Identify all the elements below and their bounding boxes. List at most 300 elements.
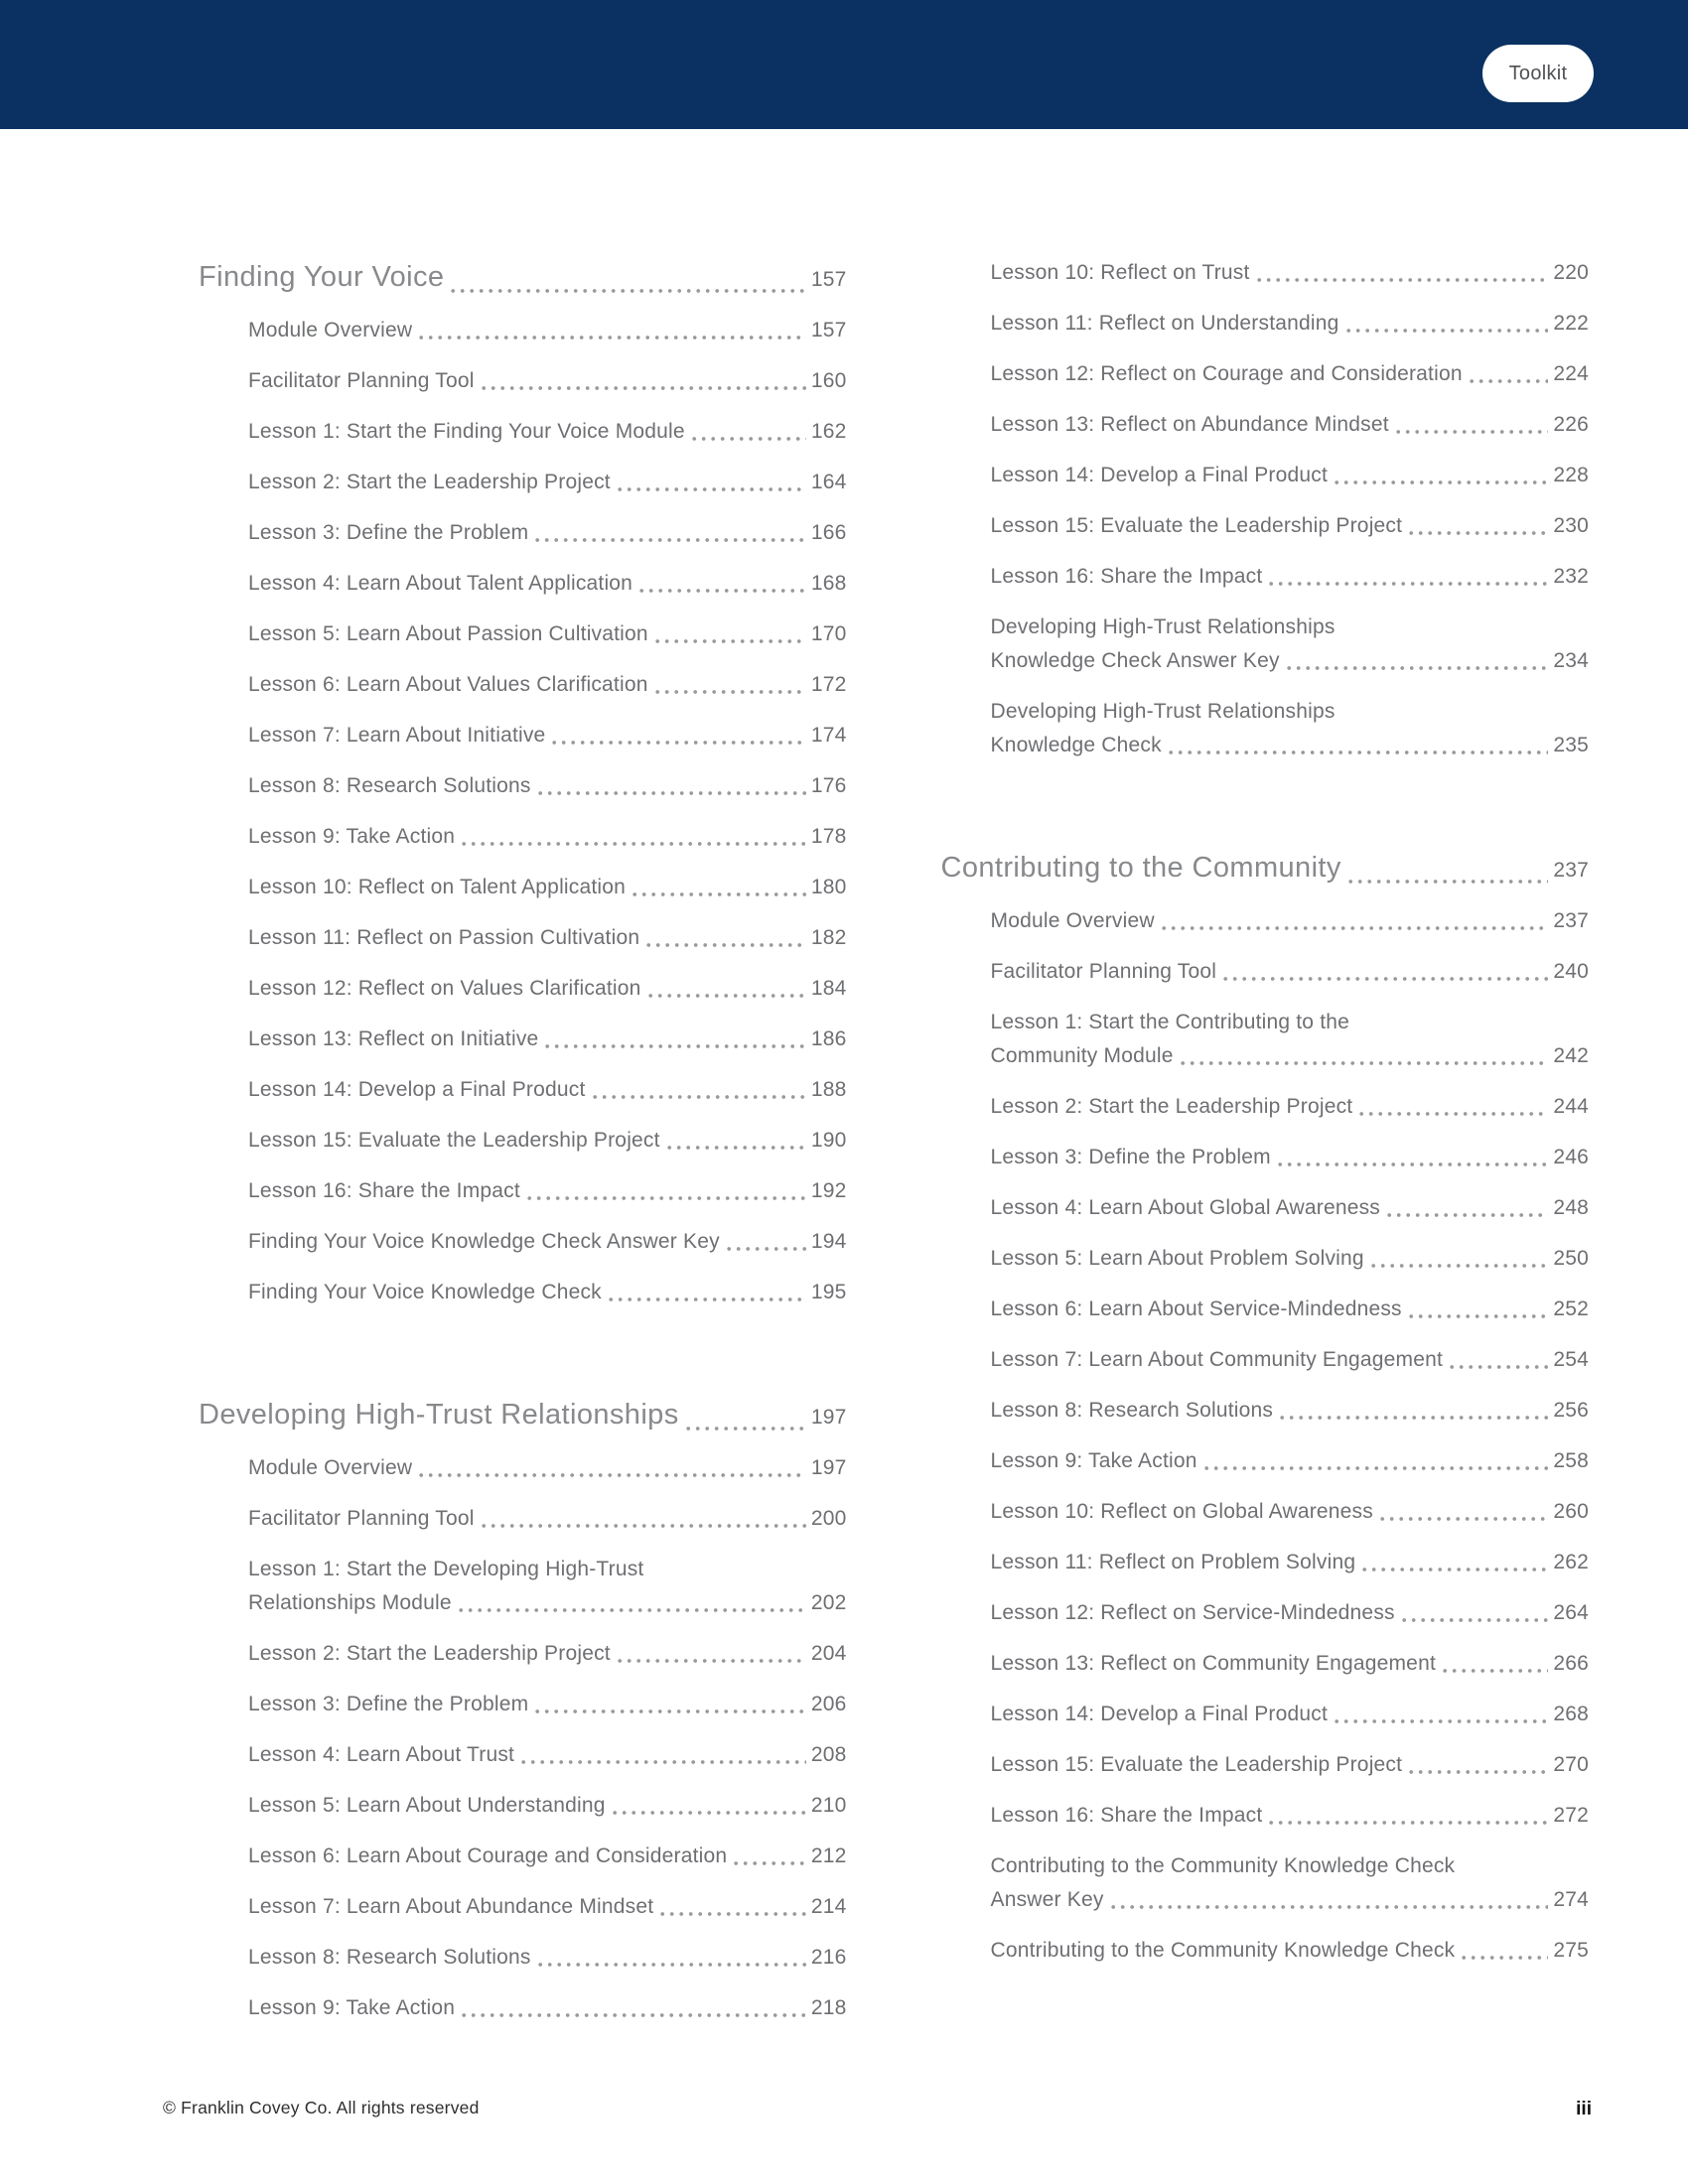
toc-entry[interactable] <box>991 1242 1590 1276</box>
toc-entry[interactable] <box>991 695 1590 762</box>
toc-entry[interactable] <box>991 1799 1590 1833</box>
toc-page-number: 260 <box>1553 1500 1589 1523</box>
dot-leader <box>646 940 806 950</box>
toc-entry[interactable] <box>248 1073 847 1107</box>
footer-copyright: © Franklin Covey Co. All rights reserved <box>163 2098 480 2117</box>
toc-page-number: 230 <box>1553 514 1589 537</box>
toc-entry[interactable] <box>248 871 847 904</box>
toc-entry-row <box>248 1225 847 1259</box>
toc-entry[interactable] <box>248 972 847 1006</box>
toc-column-left <box>199 256 847 2042</box>
toc-entry-label: Lesson 5: Learn About Problem Solving <box>990 1247 1364 1270</box>
toc-page-number: 244 <box>1553 1095 1589 1118</box>
toc-entry-row <box>991 904 1590 938</box>
toc-entry[interactable] <box>991 459 1590 492</box>
toc-section-heading[interactable] <box>199 1394 847 1438</box>
toc-entry-label: Lesson 5: Learn About Passion Cultivation <box>248 622 648 645</box>
toc-entry-row <box>248 1637 847 1671</box>
toc-entry-label: Contributing to the Community Knowledge Check <box>990 1939 1456 1962</box>
toc-entry-label: Lesson 16: Share the Impact <box>248 1179 520 1202</box>
toc-entry[interactable] <box>248 415 847 449</box>
table-of-contents <box>199 256 1589 2042</box>
toc-entry[interactable] <box>991 1647 1590 1681</box>
toc-entry-label: Facilitator Planning Tool <box>248 1507 475 1530</box>
toc-page-number: 190 <box>810 1129 847 1152</box>
toc-entry-row <box>991 1293 1590 1326</box>
toc-entry-row <box>248 1276 847 1309</box>
toc-entry-row <box>991 1934 1590 1968</box>
toc-entry[interactable] <box>248 364 847 398</box>
toc-entry[interactable] <box>991 1343 1590 1377</box>
toc-entry-label-line: Contributing to the Community Knowledge Check <box>990 1854 1456 1877</box>
dot-leader <box>535 1706 806 1716</box>
toc-entry[interactable] <box>248 1451 847 1485</box>
toc-entry[interactable] <box>991 611 1590 678</box>
toc-page-number: 256 <box>1553 1399 1589 1422</box>
toc-entry-label: Lesson 13: Reflect on Abundance Mindset <box>990 413 1389 436</box>
toc-entry[interactable] <box>991 1495 1590 1529</box>
toc-entry[interactable] <box>248 1553 847 1620</box>
toc-entry-row <box>941 847 1590 891</box>
toc-entry[interactable] <box>991 1394 1590 1428</box>
toc-page-number: 164 <box>810 471 847 493</box>
toc-page-number: 208 <box>810 1743 847 1766</box>
toc-entry-row <box>991 560 1590 594</box>
toc-entry-label: Module Overview <box>248 1456 413 1479</box>
toc-entry-row <box>991 1343 1590 1377</box>
toc-page-number: 226 <box>1553 413 1589 436</box>
toc-section-heading[interactable] <box>199 256 847 301</box>
toc-page-number: 162 <box>810 420 847 443</box>
toc-entry-label: Lesson 9: Take Action <box>248 1996 456 2019</box>
toc-page-number: 202 <box>810 1591 847 1614</box>
toc-entry[interactable] <box>991 904 1590 938</box>
dot-leader <box>1181 1058 1549 1068</box>
toc-entry-label: Lesson 11: Reflect on Passion Cultivation <box>248 926 640 949</box>
toc-entry-label: Lesson 6: Learn About Service-Mindedness <box>990 1297 1402 1320</box>
dot-leader <box>462 2010 806 2020</box>
toc-entry-label: Lesson 7: Learn About Abundance Mindset <box>248 1895 654 1918</box>
dot-leader <box>618 484 806 494</box>
toc-entry-row <box>248 1941 847 1975</box>
toc-entry-row <box>991 1394 1590 1428</box>
dot-leader <box>660 1909 806 1919</box>
toc-entry[interactable] <box>991 1191 1590 1225</box>
toc-entry[interactable] <box>991 1444 1590 1478</box>
toc-entry-row <box>248 1991 847 2025</box>
dot-leader <box>593 1092 806 1102</box>
toc-page-number: 224 <box>1553 362 1589 385</box>
toc-entry[interactable] <box>248 1890 847 1924</box>
toc-entry-row <box>248 719 847 752</box>
toc-page-number: 252 <box>1553 1297 1589 1320</box>
toc-entry-row <box>248 466 847 499</box>
dot-leader <box>419 333 806 342</box>
toc-entry-row <box>248 921 847 955</box>
toc-page-number: 242 <box>1553 1044 1589 1067</box>
toc-section-heading[interactable] <box>941 847 1590 891</box>
toc-entry[interactable] <box>248 1991 847 2025</box>
toc-entry-label: Lesson 2: Start the Leadership Project <box>248 471 611 493</box>
toc-entry-label: Lesson 2: Start the Leadership Project <box>990 1095 1353 1118</box>
toc-page-number: 168 <box>810 572 847 595</box>
toc-entry-label: Lesson 7: Learn About Community Engagement <box>990 1348 1444 1371</box>
toc-entry-label: Lesson 2: Start the Leadership Project <box>248 1642 611 1665</box>
toc-page-number: 186 <box>810 1027 847 1050</box>
toc-entry-row <box>991 1546 1590 1579</box>
toc-entry[interactable] <box>991 955 1590 989</box>
dot-leader <box>1111 1902 1549 1912</box>
toc-entry-row <box>248 1451 847 1485</box>
dot-leader <box>1387 1210 1548 1220</box>
dot-leader <box>1396 427 1549 437</box>
dot-leader <box>613 1808 806 1818</box>
dot-leader <box>482 383 806 393</box>
dot-leader <box>1162 923 1549 933</box>
dot-leader <box>1409 1767 1548 1777</box>
dot-leader <box>692 434 806 444</box>
toc-entry-label: Lesson 9: Take Action <box>990 1449 1197 1472</box>
dot-leader <box>639 586 806 596</box>
toc-column-right <box>941 256 1590 2042</box>
toc-entry-label: Lesson 16: Share the Impact <box>990 1804 1263 1827</box>
toc-page-number: 204 <box>810 1642 847 1665</box>
toc-page-number: 172 <box>810 673 847 696</box>
toc-entry-row <box>248 415 847 449</box>
toc-entry-label: Knowledge Check Answer Key <box>990 649 1280 672</box>
toc-entry[interactable] <box>991 1934 1590 1968</box>
toc-entry-row <box>248 820 847 854</box>
toc-entry-label: Lesson 5: Learn About Understanding <box>248 1794 606 1817</box>
toc-entry-row <box>199 1394 847 1438</box>
dot-leader <box>462 839 806 849</box>
toc-page-number: 258 <box>1553 1449 1589 1472</box>
dot-leader <box>1278 1160 1549 1169</box>
dot-leader <box>1402 1615 1549 1625</box>
toolkit-tab[interactable]: Toolkit <box>1482 45 1594 102</box>
toc-entry[interactable] <box>248 617 847 651</box>
toc-entry[interactable] <box>248 719 847 752</box>
toc-page-number: 218 <box>810 1996 847 2019</box>
toc-entry-row <box>991 1090 1590 1124</box>
dot-leader <box>1223 974 1548 984</box>
toc-page-number: 160 <box>810 369 847 392</box>
toc-page-number: 197 <box>810 1406 847 1429</box>
toc-entry-row <box>991 729 1590 762</box>
dot-leader <box>1269 579 1548 589</box>
toc-entry[interactable] <box>991 1748 1590 1782</box>
dot-leader <box>482 1521 806 1531</box>
toc-entry-label: Facilitator Planning Tool <box>990 960 1217 983</box>
toc-entry-label: Finding Your Voice Knowledge Check <box>248 1281 602 1303</box>
toc-page-number: 182 <box>810 926 847 949</box>
toc-page-number: 266 <box>1553 1652 1589 1675</box>
toc-entry-label: Lesson 3: Define the Problem <box>248 1693 529 1715</box>
toc-entry-label: Lesson 6: Learn About Values Clarification <box>248 673 648 696</box>
toc-entry-label: Answer Key <box>990 1888 1104 1911</box>
dot-leader <box>1348 877 1549 887</box>
dot-leader <box>734 1858 806 1868</box>
dot-leader <box>1371 1261 1549 1271</box>
toc-entry[interactable] <box>248 1023 847 1056</box>
toc-page-number: 192 <box>810 1179 847 1202</box>
toc-entry[interactable] <box>248 314 847 347</box>
dot-leader <box>1470 376 1549 386</box>
toc-entry-row <box>991 1191 1590 1225</box>
toc-page-number: 250 <box>1553 1247 1589 1270</box>
toc-page-number: 272 <box>1553 1804 1589 1827</box>
toc-entry[interactable] <box>248 769 847 803</box>
toc-entry[interactable] <box>991 1546 1590 1579</box>
toc-entry-row <box>991 1883 1590 1917</box>
toc-entry[interactable] <box>248 921 847 955</box>
toc-entry[interactable] <box>248 1840 847 1873</box>
toc-entry-label: Lesson 4: Learn About Talent Application <box>248 572 633 595</box>
dot-leader <box>545 1041 805 1051</box>
toc-page-number: 268 <box>1553 1703 1589 1725</box>
toc-page-number: 170 <box>810 622 847 645</box>
toc-entry[interactable] <box>248 1941 847 1975</box>
toc-section-title: Finding Your Voice <box>199 261 445 293</box>
dot-leader <box>1335 478 1548 487</box>
dot-leader <box>648 991 806 1001</box>
toc-entry-label: Lesson 14: Develop a Final Product <box>990 464 1328 486</box>
toc-entry[interactable] <box>991 1698 1590 1731</box>
toc-entry[interactable] <box>248 567 847 601</box>
toc-entry[interactable] <box>248 466 847 499</box>
dot-leader <box>1287 663 1549 673</box>
toc-page-number: 274 <box>1553 1888 1589 1911</box>
dot-leader <box>527 1193 806 1203</box>
toc-entry-label: Lesson 15: Evaluate the Leadership Project <box>990 1753 1403 1776</box>
toc-entry-label: Lesson 15: Evaluate the Leadership Project <box>990 514 1403 537</box>
toc-page-number: 178 <box>810 825 847 848</box>
dot-leader <box>1362 1565 1548 1574</box>
dot-leader <box>538 1960 806 1970</box>
toc-entry-label: Lesson 8: Research Solutions <box>248 774 531 797</box>
toc-entry-label: Lesson 3: Define the Problem <box>248 521 529 544</box>
dot-leader <box>633 889 806 899</box>
toc-entry[interactable] <box>991 408 1590 442</box>
toc-entry-label: Knowledge Check <box>990 734 1162 756</box>
toc-entry-label: Lesson 10: Reflect on Global Awareness <box>990 1500 1373 1523</box>
toc-entry[interactable] <box>248 1637 847 1671</box>
toc-page-number: 254 <box>1553 1348 1589 1371</box>
toc-page-number: 210 <box>810 1794 847 1817</box>
toc-entry-row <box>991 509 1590 543</box>
dot-leader <box>521 1757 806 1767</box>
toc-page-number: 180 <box>810 876 847 898</box>
toc-entry-label: Lesson 12: Reflect on Values Clarification <box>248 977 641 1000</box>
toc-entry-label-line: Lesson 1: Start the Developing High-Trust <box>248 1558 644 1580</box>
dot-leader <box>609 1295 806 1304</box>
toc-entry[interactable] <box>248 1688 847 1721</box>
toc-entry[interactable] <box>248 516 847 550</box>
toc-entry-row <box>248 617 847 651</box>
toc-entry-label: Finding Your Voice Knowledge Check Answer Key <box>248 1230 720 1253</box>
toc-page-number: 248 <box>1553 1196 1589 1219</box>
toc-entry-label-line: Developing High-Trust Relationships <box>990 700 1336 723</box>
toc-entry-row <box>248 972 847 1006</box>
toc-entry-row <box>248 364 847 398</box>
toc-entry-row <box>248 1840 847 1873</box>
toc-entry-row <box>248 1174 847 1208</box>
toc-entry-row <box>248 567 847 601</box>
toc-entry-label: Lesson 9: Take Action <box>248 825 456 848</box>
toc-entry[interactable] <box>248 1174 847 1208</box>
dot-leader <box>1346 326 1549 336</box>
toc-entry-row <box>991 408 1590 442</box>
toc-section-block <box>941 847 1590 1968</box>
toc-entry-row <box>248 1023 847 1056</box>
toc-entry-row <box>248 1890 847 1924</box>
toc-entry[interactable] <box>991 1006 1590 1073</box>
toc-entry[interactable] <box>991 1090 1590 1124</box>
toc-entry-row <box>991 1799 1590 1833</box>
toc-entry-row <box>991 1039 1590 1073</box>
dot-leader <box>727 1244 806 1254</box>
toc-entry-label: Lesson 12: Reflect on Courage and Consideration <box>990 362 1463 385</box>
toc-page-number: 200 <box>810 1507 847 1530</box>
dot-leader <box>459 1605 806 1615</box>
toc-entry-label: Lesson 6: Learn About Courage and Consideration <box>248 1844 728 1867</box>
toc-section-title: Developing High-Trust Relationships <box>199 1399 679 1431</box>
dot-leader <box>1443 1666 1548 1676</box>
toc-page-number: 176 <box>810 774 847 797</box>
toc-section-block <box>199 256 847 1309</box>
toc-entry-row <box>991 1698 1590 1731</box>
toc-entry-label: Lesson 11: Reflect on Understanding <box>990 312 1339 335</box>
toc-entry-row <box>199 256 847 301</box>
dot-leader <box>419 1470 806 1480</box>
toc-entry-label: Lesson 10: Reflect on Trust <box>990 261 1250 284</box>
toc-entry-label: Lesson 13: Reflect on Community Engagement <box>990 1652 1436 1675</box>
toc-entry-row <box>248 668 847 702</box>
dot-leader <box>1380 1514 1548 1524</box>
toc-entry[interactable] <box>248 1502 847 1536</box>
toc-entry[interactable] <box>991 1293 1590 1326</box>
toc-section-block <box>199 1394 847 2025</box>
toc-entry-row <box>991 955 1590 989</box>
toc-section-title: Contributing to the Community <box>940 852 1341 884</box>
toc-page-number: 232 <box>1553 565 1589 588</box>
toc-entry-row <box>248 1124 847 1158</box>
toc-entry-label-line: Lesson 1: Start the Contributing to the <box>990 1011 1350 1033</box>
toc-entry-label: Lesson 3: Define the Problem <box>990 1146 1271 1168</box>
toc-entry-row <box>248 516 847 550</box>
toc-page-number: 228 <box>1553 464 1589 486</box>
toc-entry-row <box>991 459 1590 492</box>
toc-page-number: 206 <box>810 1693 847 1715</box>
toc-entry-label: Community Module <box>990 1044 1174 1067</box>
toc-entry-label: Lesson 4: Learn About Global Awareness <box>990 1196 1380 1219</box>
toc-entry[interactable] <box>991 1141 1590 1174</box>
dot-leader <box>1359 1109 1548 1119</box>
dot-leader <box>1409 1311 1549 1321</box>
dot-leader <box>655 636 806 646</box>
toc-entry[interactable] <box>248 820 847 854</box>
toc-entry-row <box>248 769 847 803</box>
toc-entry-row <box>991 1141 1590 1174</box>
toc-entry-label: Relationships Module <box>248 1591 452 1614</box>
toc-entry-label-line: Developing High-Trust Relationships <box>990 615 1336 638</box>
toc-page-number: 222 <box>1553 312 1589 335</box>
toc-entry-row <box>248 871 847 904</box>
toc-entry-row <box>991 256 1590 290</box>
toc-page-number: 157 <box>810 268 847 291</box>
dot-leader <box>1462 1953 1548 1963</box>
dot-leader <box>1335 1716 1548 1726</box>
dot-leader <box>1269 1818 1548 1828</box>
toc-page-number: 197 <box>810 1456 847 1479</box>
toc-entry-row <box>248 1586 847 1620</box>
toc-entry[interactable] <box>248 1225 847 1259</box>
toc-page-number: 220 <box>1553 261 1589 284</box>
toc-entry-row <box>991 1596 1590 1630</box>
toc-entry-label: Facilitator Planning Tool <box>248 369 475 392</box>
toc-entry[interactable] <box>991 1596 1590 1630</box>
toc-entry-label: Module Overview <box>248 319 413 341</box>
toc-entry[interactable] <box>991 357 1590 391</box>
toc-entry-row <box>991 1444 1590 1478</box>
toc-page-number: 157 <box>810 319 847 341</box>
toc-entry-label: Lesson 16: Share the Impact <box>990 565 1263 588</box>
toc-section-block <box>941 256 1590 762</box>
dot-leader <box>1450 1362 1548 1372</box>
toc-entry[interactable] <box>991 509 1590 543</box>
toc-entry-row <box>248 1688 847 1721</box>
toc-page-number: 166 <box>810 521 847 544</box>
toc-page-number: 240 <box>1553 960 1589 983</box>
toc-page-number: 214 <box>810 1895 847 1918</box>
dot-leader <box>655 687 806 697</box>
dot-leader <box>552 738 805 748</box>
toc-entry-row <box>248 1502 847 1536</box>
dot-leader <box>618 1656 806 1666</box>
toc-entry[interactable] <box>991 256 1590 290</box>
dot-leader <box>535 535 806 545</box>
toc-entry-row <box>991 1748 1590 1782</box>
toc-entry-label: Lesson 7: Learn About Initiative <box>248 724 546 747</box>
toc-entry[interactable] <box>991 307 1590 341</box>
toc-page-number: 264 <box>1553 1601 1589 1624</box>
toc-entry-label: Lesson 10: Reflect on Talent Application <box>248 876 627 898</box>
toc-entry-row <box>991 307 1590 341</box>
dot-leader <box>451 286 805 296</box>
toc-entry[interactable] <box>991 1849 1590 1917</box>
toc-entry[interactable] <box>248 1738 847 1772</box>
toc-entry-row <box>991 1495 1590 1529</box>
toc-page-number: 195 <box>810 1281 847 1303</box>
toc-entry[interactable] <box>248 1789 847 1823</box>
toc-entry[interactable] <box>991 560 1590 594</box>
toc-page-number: 235 <box>1553 734 1589 756</box>
toc-entry-row <box>248 1738 847 1772</box>
toc-entry-label: Lesson 11: Reflect on Problem Solving <box>990 1551 1356 1573</box>
toc-entry-label: Lesson 4: Learn About Trust <box>248 1743 515 1766</box>
dot-leader <box>1280 1413 1548 1423</box>
toc-entry-label: Lesson 14: Develop a Final Product <box>248 1078 586 1101</box>
toc-entry-label: Lesson 8: Research Solutions <box>990 1399 1274 1422</box>
dot-leader <box>1204 1463 1549 1473</box>
toc-entry[interactable] <box>248 1276 847 1309</box>
toc-entry-label: Lesson 14: Develop a Final Product <box>990 1703 1328 1725</box>
toc-entry-row <box>991 1242 1590 1276</box>
toc-entry[interactable] <box>248 1124 847 1158</box>
toc-entry[interactable] <box>248 668 847 702</box>
toc-entry-label: Lesson 1: Start the Finding Your Voice Module <box>248 420 685 443</box>
toc-entry-row <box>248 1073 847 1107</box>
